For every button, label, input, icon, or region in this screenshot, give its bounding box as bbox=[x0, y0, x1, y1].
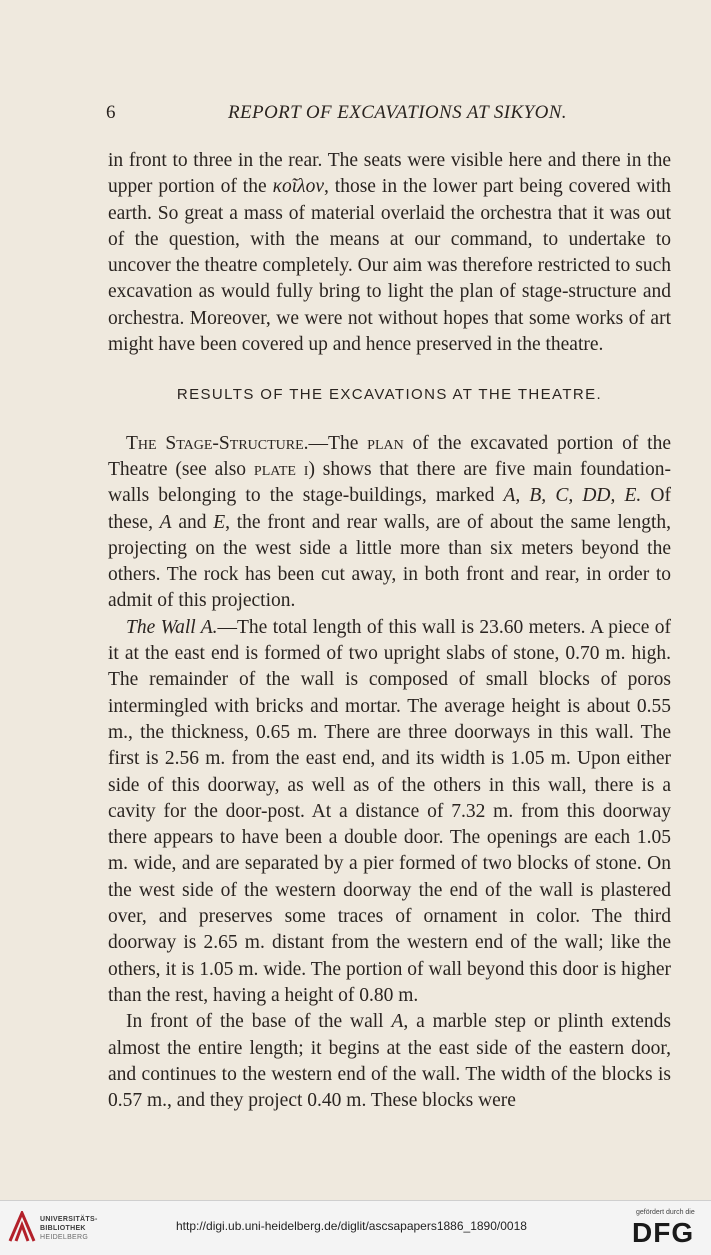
permalink[interactable]: http://digi.ub.uni-heidelberg.de/diglit/ascsapapers1886_1890/0018 bbox=[176, 1219, 527, 1233]
p2-c: ) shows that there are five main foundation-walls belonging to the stage-buildings, marked bbox=[108, 458, 672, 507]
viewer-footer bbox=[0, 1200, 711, 1255]
p4-a-mark: A bbox=[391, 1011, 404, 1033]
funding-note: gefördert durch die bbox=[636, 1209, 695, 1216]
dfg-logo: DFG bbox=[632, 1217, 695, 1248]
p3-text: —The total length of this wall is 23.60 meters. A piece of it at the east end is formed of two upright slabs of stone, 0.70 m. high. The remainder of the wall is composed of small blocks of poros intermingled with bricks and mortar. The average height is about 0.55 m., the thickness, 0.65 m. There are three doorways in this wall. The first is 2.56 m. from the east end, and its width is 1.05 m. Upon either side of this doorway, as well as of the others in this wall, there is a cavity for the door-post. At a distance of 7.32 m. from this doorway there appears to have been a double door. The openings are each 1.05 m. wide, and are separated by a pier formed of two blocks of stone. On the west side of the western doorway the end of the wall is plastered over, and preserves some traces of ornament in color. The third doorway is 2.65 m. distant from the western end of the wall; like the others, it is 1.05 m. wide. The portion of wall beyond this door is higher than the rest, having a height of 0.80 m. bbox=[108, 616, 671, 1006]
running-head bbox=[0, 102, 711, 132]
section-heading: RESULTS OF THE EXCAVATIONS AT THE THEATRE. bbox=[176, 386, 603, 404]
p2-a: —The bbox=[308, 432, 368, 454]
library-line-2: BIBLIOTHEK bbox=[40, 1225, 86, 1232]
library-line-1: UNIVERSITÄTS- bbox=[40, 1216, 98, 1223]
p2-plan: plan bbox=[367, 432, 404, 454]
paragraph-2-lead: The Stage-Structure. bbox=[126, 432, 309, 454]
library-line-3: HEIDELBERG bbox=[40, 1234, 89, 1241]
p4-a: In front of the base of the wall bbox=[126, 1011, 392, 1033]
paragraph-1 bbox=[108, 148, 671, 358]
p2-d: Of these, bbox=[108, 485, 672, 533]
body-text bbox=[108, 148, 671, 1114]
paragraph-3 bbox=[108, 615, 671, 1009]
greek-word: κοῖλον bbox=[272, 176, 324, 198]
library-name bbox=[40, 1215, 98, 1242]
p2-and: and bbox=[171, 511, 214, 533]
university-library-logo-icon bbox=[8, 1211, 36, 1243]
page-number: 6 bbox=[106, 102, 116, 123]
paragraph-1-text-a: in front to three in the rear. The seats were visible here and there in the upper portion of the bbox=[108, 150, 671, 198]
p2-a-mark: A bbox=[159, 511, 172, 533]
running-title: REPORT OF EXCAVATIONS AT SIKYON. bbox=[228, 102, 567, 123]
paragraph-2 bbox=[108, 431, 671, 615]
p2-marks: A, B, C, DD, E. bbox=[503, 485, 642, 507]
p2-plate: plate i bbox=[253, 458, 309, 480]
p2-b: of the excavated portion of the Theatre (see also bbox=[108, 432, 671, 480]
paragraph-3-lead: The Wall A. bbox=[126, 616, 218, 638]
paragraph-4 bbox=[108, 1009, 671, 1114]
paragraph-1-text-b: , those in the lower part being covered with earth. So great a mass of material overlaid the orchestra that it was out of the question, with the means at our command, to undertake to uncover the theatre completely. Our aim was therefore restricted to such excavation as would fully bring to light the plan of stage-structure and orchestra. Moreover, we were not without hopes that some works of art might have been covered up and hence preserved in the theatre. bbox=[108, 176, 671, 356]
p2-e-mark: E bbox=[213, 511, 226, 533]
p2-e: , the front and rear walls, are of about the same length, projecting on the west side a little more than six meters beyond the others. The rock has been cut away, in both front and rear, in order to admit of this projection. bbox=[108, 511, 672, 612]
p4-b: , a marble step or plinth extends almost the entire length; it begins at the east side of the eastern door, and continues to the western end of the wall. The width of the blocks is 0.57 m., and they project 0.40 m. These blocks were bbox=[108, 1011, 671, 1112]
